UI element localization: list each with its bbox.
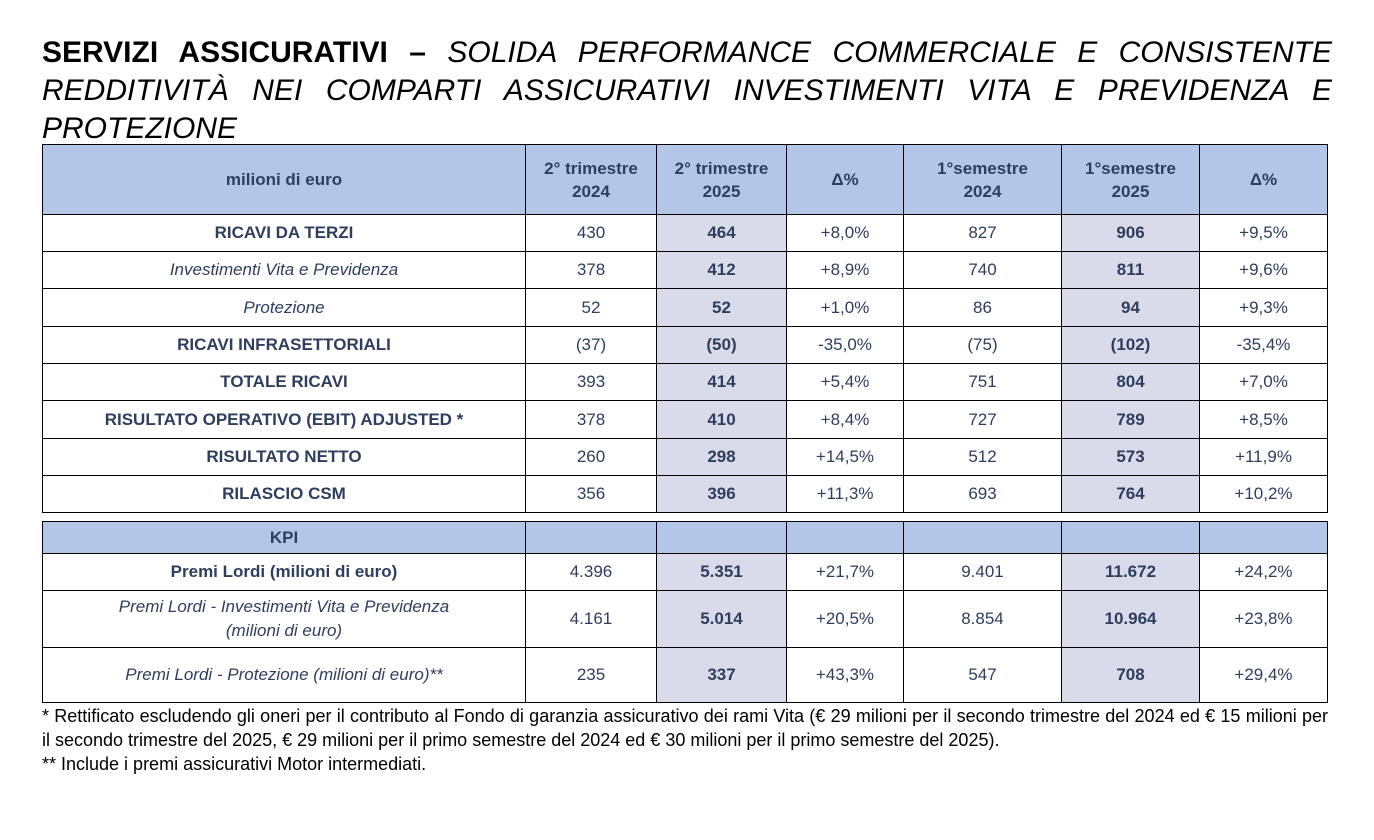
cell: 52 bbox=[526, 289, 657, 327]
cell: +11,3% bbox=[787, 476, 904, 513]
row-label: RICAVI INFRASETTORIALI bbox=[43, 327, 526, 364]
cell: +43,3% bbox=[787, 648, 904, 703]
cell: 52 bbox=[657, 289, 787, 327]
cell: 804 bbox=[1062, 364, 1200, 401]
cell: +11,9% bbox=[1200, 439, 1328, 476]
cell: (75) bbox=[904, 327, 1062, 364]
cell: 827 bbox=[904, 215, 1062, 252]
footnote-1: * Rettificato escludendo gli oneri per il contributo al Fondo di garanzia assicurativo dei rami Vita (€ 29 milioni per il secondo trimestre del 2024 ed € 15 milioni per il secondo trimestre del 2025, € 29 milioni per il primo semestre del 2024 ed € 30 milioni per il primo semestre del 2025). bbox=[42, 706, 1328, 750]
financial-table bbox=[42, 144, 1328, 513]
header-delta-h: Δ% bbox=[1200, 145, 1328, 215]
header-h1-2024: 1°semestre 2024 bbox=[904, 145, 1062, 215]
cell: 751 bbox=[904, 364, 1062, 401]
kpi-header-cell bbox=[526, 522, 657, 554]
cell: 764 bbox=[1062, 476, 1200, 513]
cell: (37) bbox=[526, 327, 657, 364]
cell: +21,7% bbox=[787, 554, 904, 591]
table-row bbox=[43, 289, 1328, 327]
header-delta-q: Δ% bbox=[787, 145, 904, 215]
cell: 547 bbox=[904, 648, 1062, 703]
kpi-header-row bbox=[43, 522, 1328, 554]
kpi-row bbox=[43, 648, 1328, 703]
page-title bbox=[42, 34, 1332, 148]
cell: +9,6% bbox=[1200, 252, 1328, 289]
row-label: RILASCIO CSM bbox=[43, 476, 526, 513]
cell: +20,5% bbox=[787, 591, 904, 648]
table-row bbox=[43, 476, 1328, 513]
kpi-header-cell bbox=[904, 522, 1062, 554]
cell: 4.396 bbox=[526, 554, 657, 591]
table-row bbox=[43, 252, 1328, 289]
table-row bbox=[43, 401, 1328, 439]
table-row bbox=[43, 327, 1328, 364]
cell: 8.854 bbox=[904, 591, 1062, 648]
cell: 356 bbox=[526, 476, 657, 513]
cell: 412 bbox=[657, 252, 787, 289]
cell: 811 bbox=[1062, 252, 1200, 289]
title-italic: SOLIDA PERFORMANCE COMMERCIALE E CONSISTENTE REDDITIVITÀ NEI COMPARTI ASSICURATIVI INVESTIMENTI VITA E PREVIDENZA E PROTEZIONE bbox=[42, 36, 1332, 145]
cell: -35,4% bbox=[1200, 327, 1328, 364]
cell: 235 bbox=[526, 648, 657, 703]
footnote-2: ** Include i premi assicurativi Motor intermediati. bbox=[42, 754, 427, 774]
cell: 86 bbox=[904, 289, 1062, 327]
cell: 298 bbox=[657, 439, 787, 476]
cell: 260 bbox=[526, 439, 657, 476]
cell: 740 bbox=[904, 252, 1062, 289]
cell: 573 bbox=[1062, 439, 1200, 476]
cell: 708 bbox=[1062, 648, 1200, 703]
kpi-row-label: Premi Lordi - Investimenti Vita e Previdenza (milioni di euro) bbox=[43, 591, 526, 648]
cell: 5.351 bbox=[657, 554, 787, 591]
table-row bbox=[43, 439, 1328, 476]
cell: +9,5% bbox=[1200, 215, 1328, 252]
cell: +9,3% bbox=[1200, 289, 1328, 327]
cell: 727 bbox=[904, 401, 1062, 439]
kpi-header: KPI bbox=[43, 522, 526, 554]
cell: 906 bbox=[1062, 215, 1200, 252]
cell: +29,4% bbox=[1200, 648, 1328, 703]
cell: 464 bbox=[657, 215, 787, 252]
header-q2-2024: 2° trimestre 2024 bbox=[526, 145, 657, 215]
cell: 396 bbox=[657, 476, 787, 513]
table-row bbox=[43, 364, 1328, 401]
kpi-row-label: Premi Lordi - Protezione (milioni di euro)** bbox=[43, 648, 526, 703]
cell: 430 bbox=[526, 215, 657, 252]
cell: (102) bbox=[1062, 327, 1200, 364]
cell: 94 bbox=[1062, 289, 1200, 327]
cell: +5,4% bbox=[787, 364, 904, 401]
cell: +8,5% bbox=[1200, 401, 1328, 439]
cell: 337 bbox=[657, 648, 787, 703]
row-label: Protezione bbox=[43, 289, 526, 327]
cell: 410 bbox=[657, 401, 787, 439]
row-label: TOTALE RICAVI bbox=[43, 364, 526, 401]
cell: +23,8% bbox=[1200, 591, 1328, 648]
kpi-header-cell bbox=[787, 522, 904, 554]
cell: 393 bbox=[526, 364, 657, 401]
kpi-header-cell bbox=[1062, 522, 1200, 554]
cell: 414 bbox=[657, 364, 787, 401]
kpi-row bbox=[43, 591, 1328, 648]
cell: +8,9% bbox=[787, 252, 904, 289]
title-bold: SERVIZI ASSICURATIVI – bbox=[42, 36, 426, 69]
cell: 378 bbox=[526, 401, 657, 439]
kpi-header-cell bbox=[1200, 522, 1328, 554]
cell: 512 bbox=[904, 439, 1062, 476]
cell: -35,0% bbox=[787, 327, 904, 364]
kpi-table bbox=[42, 521, 1328, 703]
cell: +24,2% bbox=[1200, 554, 1328, 591]
cell: 789 bbox=[1062, 401, 1200, 439]
cell: +1,0% bbox=[787, 289, 904, 327]
footnotes bbox=[42, 704, 1328, 776]
header-h1-2025: 1°semestre 2025 bbox=[1062, 145, 1200, 215]
header-label: milioni di euro bbox=[43, 145, 526, 215]
kpi-header-cell bbox=[657, 522, 787, 554]
cell: 693 bbox=[904, 476, 1062, 513]
header-q2-2025: 2° trimestre 2025 bbox=[657, 145, 787, 215]
cell: 378 bbox=[526, 252, 657, 289]
cell: 4.161 bbox=[526, 591, 657, 648]
cell: +14,5% bbox=[787, 439, 904, 476]
row-label: RISULTATO OPERATIVO (EBIT) ADJUSTED * bbox=[43, 401, 526, 439]
kpi-row-label: Premi Lordi (milioni di euro) bbox=[43, 554, 526, 591]
row-label: RICAVI DA TERZI bbox=[43, 215, 526, 252]
cell: 11.672 bbox=[1062, 554, 1200, 591]
row-label: RISULTATO NETTO bbox=[43, 439, 526, 476]
cell: 5.014 bbox=[657, 591, 787, 648]
cell: +7,0% bbox=[1200, 364, 1328, 401]
cell: +10,2% bbox=[1200, 476, 1328, 513]
row-label: Investimenti Vita e Previdenza bbox=[43, 252, 526, 289]
cell: 10.964 bbox=[1062, 591, 1200, 648]
kpi-row bbox=[43, 554, 1328, 591]
table-row bbox=[43, 215, 1328, 252]
cell: (50) bbox=[657, 327, 787, 364]
cell: +8,0% bbox=[787, 215, 904, 252]
table-header-row bbox=[43, 145, 1328, 215]
cell: 9.401 bbox=[904, 554, 1062, 591]
cell: +8,4% bbox=[787, 401, 904, 439]
